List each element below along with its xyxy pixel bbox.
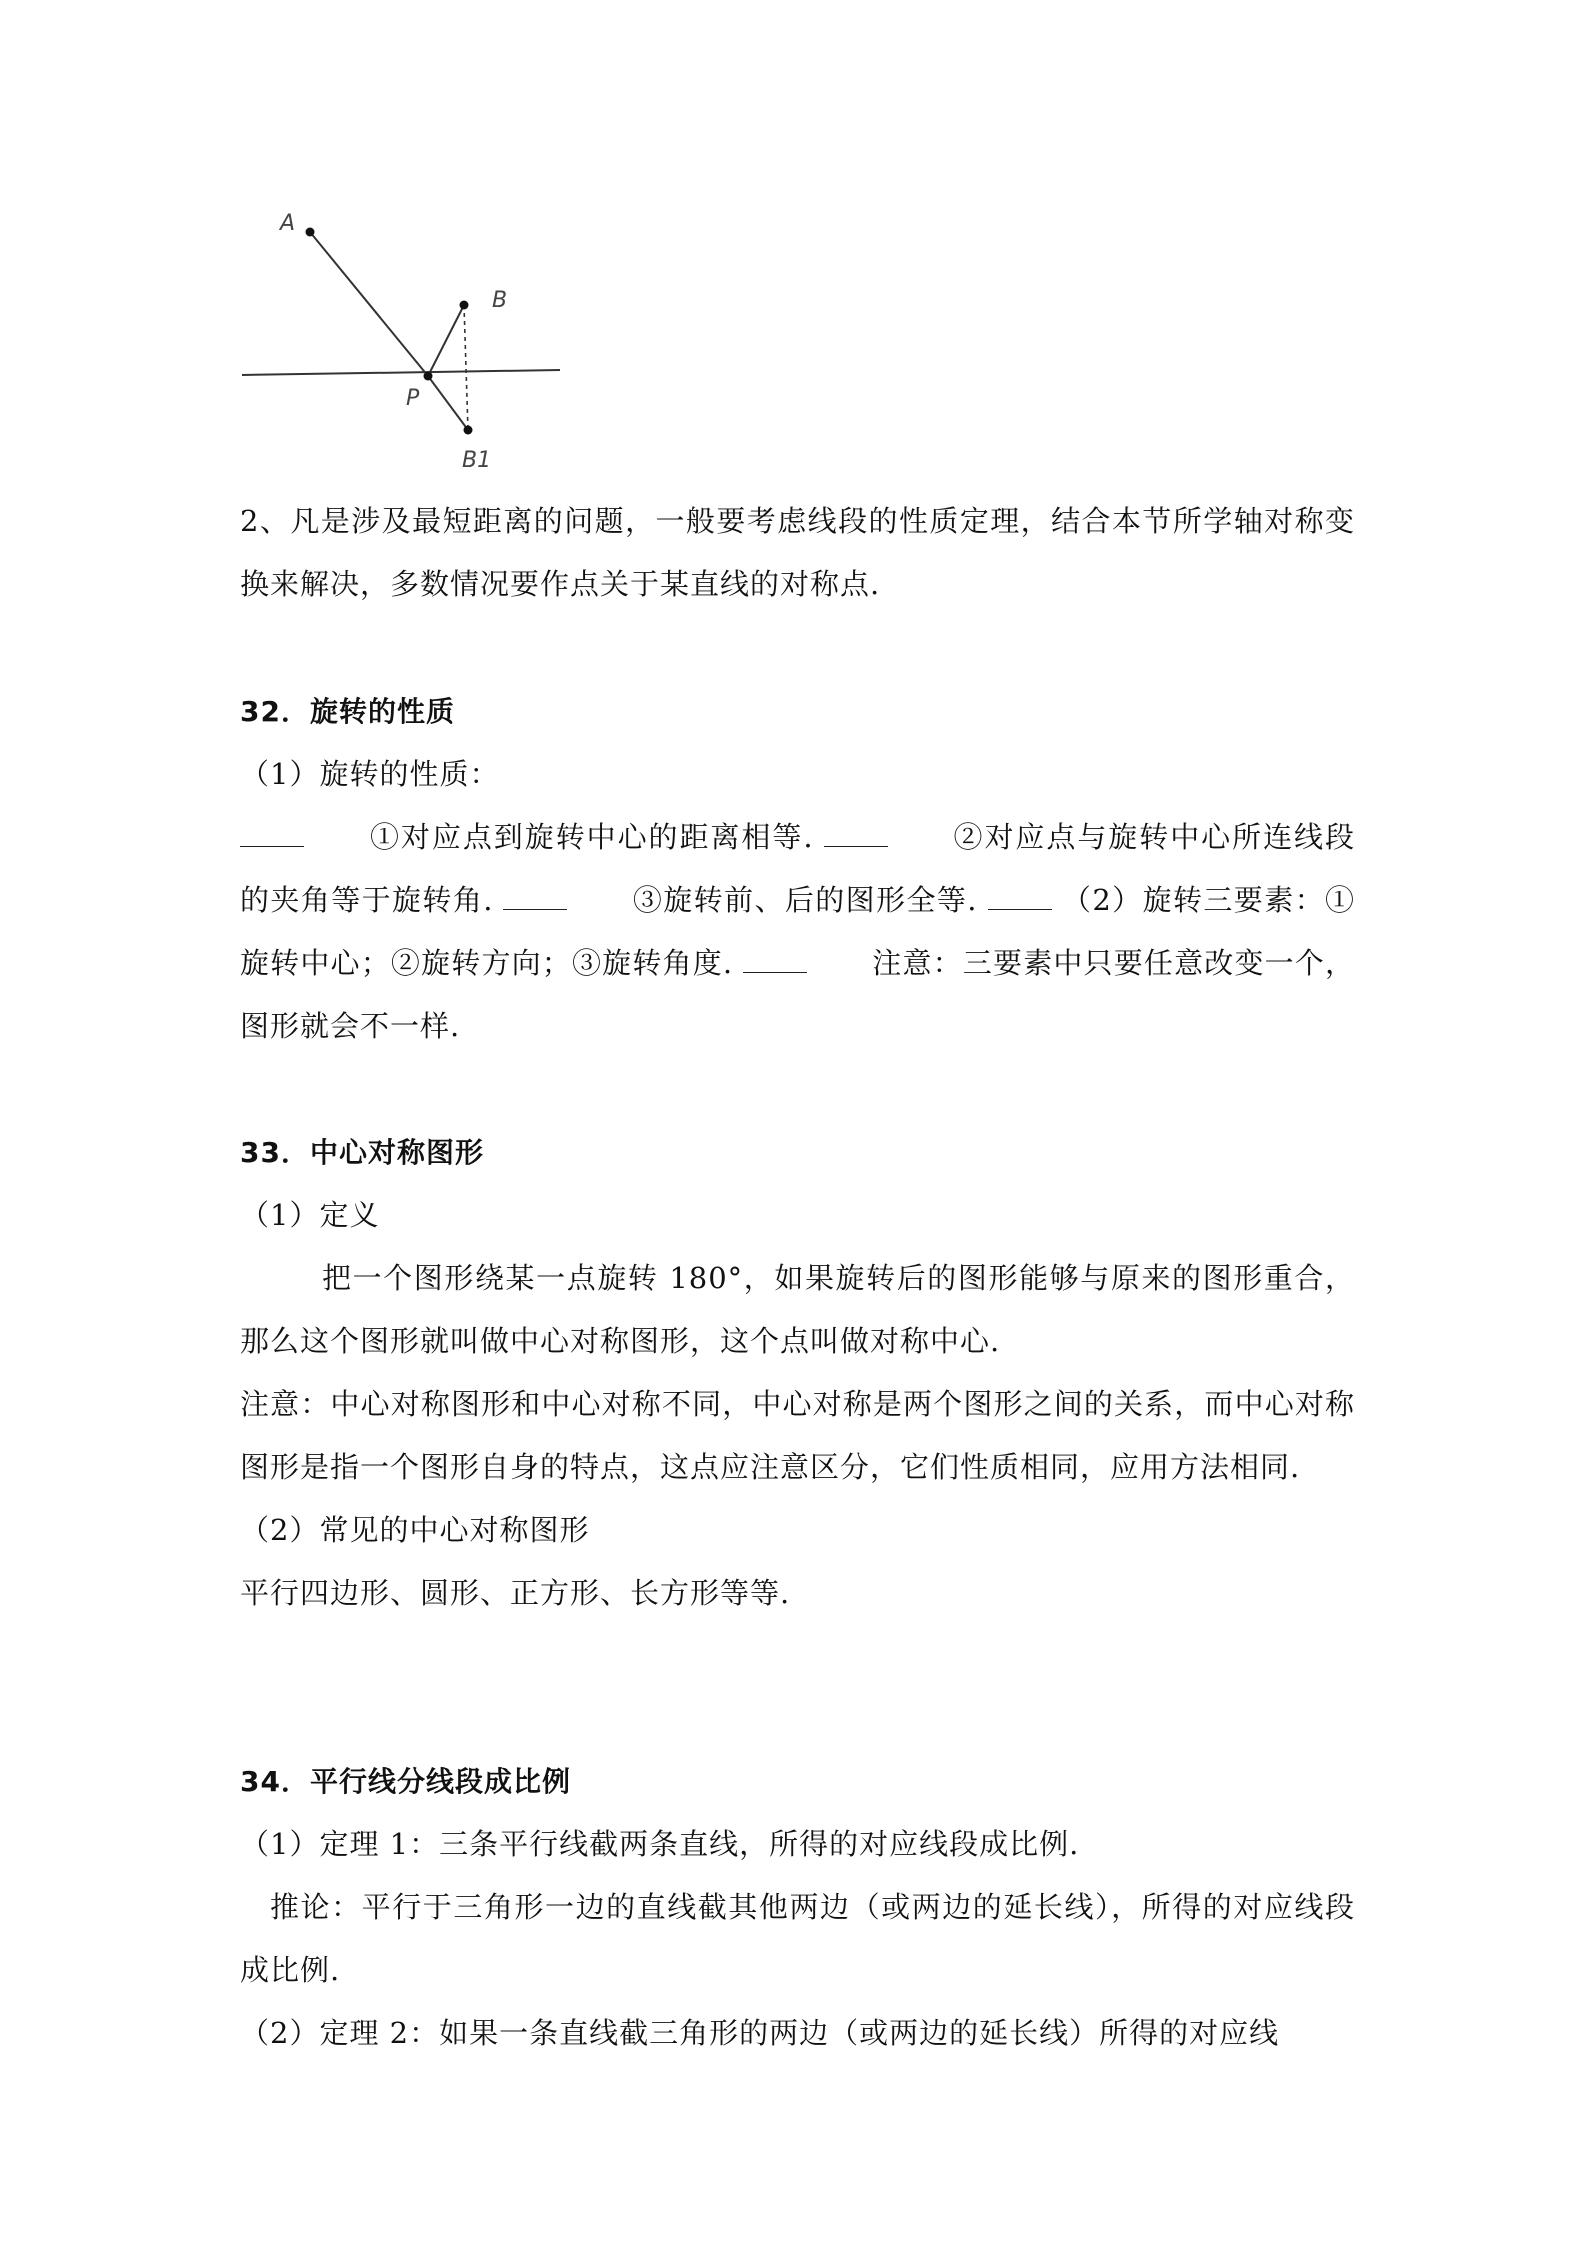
segment-pb1 xyxy=(428,376,468,430)
segment-ap xyxy=(310,232,428,376)
property-1: ①对应点到旋转中心的距离相等. xyxy=(369,820,814,854)
section-34-heading: 34．平行线分线段成比例 xyxy=(240,1765,571,1798)
section-33-sub1: （1）定义 xyxy=(240,1198,380,1232)
section-33 xyxy=(240,1121,1355,1625)
section-34-corollary: 推论：平行于三角形一边的直线截其他两边（或两边的延长线），所得的对应线段成比例. xyxy=(240,1890,1355,1987)
mirror-line xyxy=(242,370,560,375)
blank-line xyxy=(503,875,567,910)
section-32-heading: 32．旋转的性质 xyxy=(240,695,455,728)
blank-line xyxy=(988,875,1052,910)
property-3: ③旋转前、后的图形全等. xyxy=(632,883,978,917)
section-34-theorem1: （1）定理 1：三条平行线截两条直线，所得的对应线段成比例. xyxy=(240,1827,1080,1861)
section-32-properties xyxy=(240,806,1355,1058)
section-34-theorem2: （2）定理 2：如果一条直线截三角形的两边（或两边的延长线）所得的对应线 xyxy=(240,2016,1280,2050)
section-34 xyxy=(240,1750,1355,2065)
point-b xyxy=(460,301,469,310)
segment-pb xyxy=(428,305,464,376)
section-33-definition: 把一个图形绕某一点旋转 180°，如果旋转后的图形能够与原来的图形重合，那么这个图形就叫做中心对称图形，这个点叫做对称中心. xyxy=(240,1261,1355,1358)
reflection-diagram xyxy=(230,200,590,480)
dashed-bb1 xyxy=(464,305,468,430)
intro-block xyxy=(240,490,1355,616)
point-p xyxy=(424,372,433,381)
blank-line xyxy=(824,812,888,847)
geometry-figure xyxy=(230,200,590,480)
point-a xyxy=(306,228,315,237)
section-33-examples: 平行四边形、圆形、正方形、长方形等等. xyxy=(240,1576,791,1610)
label-a: A xyxy=(280,211,296,236)
section-33-sub2: （2）常见的中心对称图形 xyxy=(240,1513,590,1547)
section-33-heading: 33．中心对称图形 xyxy=(240,1136,484,1169)
point-b1 xyxy=(464,426,473,435)
section-32 xyxy=(240,680,1355,1058)
section-32-sub1: （1）旋转的性质： xyxy=(240,757,500,791)
note-32: 注意：三要素中只要任意改变一个，图形就会不一样. xyxy=(240,946,1355,1043)
intro-paragraph: 2、凡是涉及最短距离的问题，一般要考虑线段的性质定理，结合本节所学轴对称变换来解决，多数情况要作点关于某直线的对称点. xyxy=(240,504,1355,601)
blank-line xyxy=(743,938,807,973)
property-2: ②对应点与旋转中心所连线段的夹角等于旋转角. xyxy=(240,820,1355,917)
section-33-note: 注意：中心对称图形和中心对称不同，中心对称是两个图形之间的关系，而中心对称图形是指一个图形自身的特点，这点应注意区分，它们性质相同，应用方法相同. xyxy=(240,1387,1355,1484)
label-p: P xyxy=(406,386,420,411)
label-b: B xyxy=(492,288,508,313)
blank-line xyxy=(240,812,304,847)
label-b1: B1 xyxy=(462,448,492,473)
three-elements: （2）旋转三要素：①旋转中心；②旋转方向；③旋转角度. xyxy=(240,883,1356,980)
